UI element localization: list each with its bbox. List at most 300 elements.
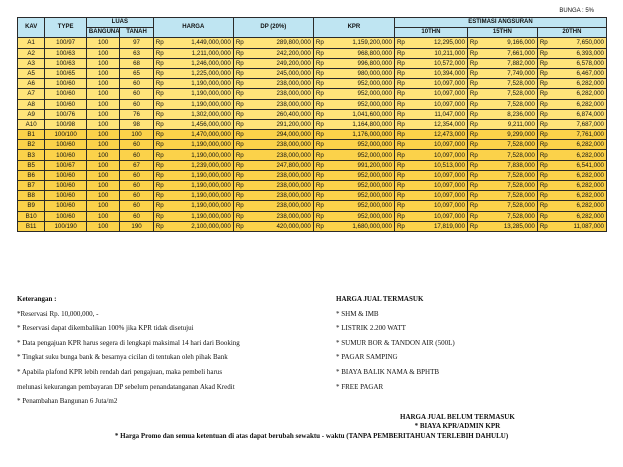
- cell-bangunan: 100: [86, 211, 119, 221]
- table-row: [18, 211, 607, 221]
- cell-currency: Rp: [153, 140, 162, 150]
- harga-belum-title: HARGA JUAL BELUM TERMASUK: [400, 413, 515, 421]
- cell-currency: Rp: [313, 191, 322, 201]
- table-row: [18, 150, 607, 160]
- cell-y15: 7,882,000: [477, 58, 538, 68]
- cell-currency: Rp: [537, 68, 546, 78]
- cell-y10: 10,513,000: [404, 160, 468, 170]
- table-row: [18, 119, 607, 129]
- cell-currency: Rp: [153, 48, 162, 58]
- cell-tanah: 67: [120, 160, 153, 170]
- cell-y20: 7,687,000: [546, 119, 606, 129]
- cell-kav: A5: [18, 68, 45, 78]
- cell-y20: 6,282,000: [546, 79, 606, 89]
- harga-termasuk-item: * PAGAR SAMPING: [336, 353, 398, 362]
- cell-currency: Rp: [467, 58, 476, 68]
- cell-dp: 238,000,000: [242, 211, 313, 221]
- cell-type: 100/60: [45, 201, 87, 211]
- col-kav: KAV: [18, 18, 45, 38]
- cell-y20: 11,087,000: [546, 221, 606, 231]
- cell-currency: Rp: [394, 89, 403, 99]
- cell-dp: 245,000,000: [242, 68, 313, 78]
- table-row: [18, 201, 607, 211]
- table-row: [18, 140, 607, 150]
- cell-tanah: 60: [120, 150, 153, 160]
- cell-currency: Rp: [394, 99, 403, 109]
- cell-currency: Rp: [233, 68, 242, 78]
- cell-currency: Rp: [394, 191, 403, 201]
- cell-y10: 10,097,000: [404, 79, 468, 89]
- cell-currency: Rp: [233, 221, 242, 231]
- cell-kpr: 968,800,000: [322, 48, 394, 58]
- cell-kpr: 952,000,000: [322, 140, 394, 150]
- table-row: [18, 89, 607, 99]
- cell-dp: 249,200,000: [242, 58, 313, 68]
- table-row: [18, 38, 607, 48]
- cell-tanah: 60: [120, 191, 153, 201]
- cell-y10: 10,211,000: [404, 48, 468, 58]
- cell-kav: B2: [18, 140, 45, 150]
- cell-currency: Rp: [467, 160, 476, 170]
- cell-currency: Rp: [313, 109, 322, 119]
- cell-y20: 6,282,000: [546, 181, 606, 191]
- cell-y15: 8,236,000: [477, 109, 538, 119]
- price-table: [17, 17, 607, 232]
- cell-dp: 294,000,000: [242, 130, 313, 140]
- cell-dp: 238,000,000: [242, 89, 313, 99]
- cell-bangunan: 100: [86, 89, 119, 99]
- cell-currency: Rp: [537, 170, 546, 180]
- cell-kav: A8: [18, 99, 45, 109]
- cell-y20: 6,282,000: [546, 191, 606, 201]
- harga-termasuk-item: * LISTRIK 2.200 WATT: [336, 324, 406, 333]
- col-dp: DP (20%): [233, 18, 313, 38]
- keterangan-item: * Apabila plafond KPR lebih rendah dari pengajuan, maka pembeli harus: [17, 367, 223, 376]
- cell-currency: Rp: [153, 211, 162, 221]
- cell-dp: 420,000,000: [242, 221, 313, 231]
- cell-y20: 6,282,000: [546, 99, 606, 109]
- cell-y15: 13,285,000: [477, 221, 538, 231]
- cell-kpr: 1,176,000,000: [322, 130, 394, 140]
- cell-currency: Rp: [313, 58, 322, 68]
- cell-y10: 12,295,000: [404, 38, 468, 48]
- cell-currency: Rp: [537, 99, 546, 109]
- table-row: [18, 191, 607, 201]
- cell-tanah: 60: [120, 181, 153, 191]
- cell-currency: Rp: [467, 48, 476, 58]
- cell-currency: Rp: [537, 191, 546, 201]
- cell-dp: 260,400,000: [242, 109, 313, 119]
- cell-harga: 1,190,000,000: [162, 201, 233, 211]
- cell-bangunan: 100: [86, 130, 119, 140]
- cell-y10: 10,097,000: [404, 181, 468, 191]
- cell-type: 100/63: [45, 58, 87, 68]
- cell-currency: Rp: [394, 68, 403, 78]
- cell-currency: Rp: [537, 79, 546, 89]
- cell-bangunan: 100: [86, 191, 119, 201]
- cell-y20: 6,282,000: [546, 140, 606, 150]
- cell-y20: 6,467,000: [546, 68, 606, 78]
- cell-kpr: 952,000,000: [322, 201, 394, 211]
- cell-currency: Rp: [233, 119, 242, 129]
- cell-currency: Rp: [537, 89, 546, 99]
- cell-bangunan: 100: [86, 140, 119, 150]
- cell-dp: 238,000,000: [242, 170, 313, 180]
- cell-type: 100/60: [45, 211, 87, 221]
- cell-y15: 7,528,000: [477, 181, 538, 191]
- cell-harga: 1,190,000,000: [162, 79, 233, 89]
- keterangan-item: melunasi kekurangan pembayaran DP sebelum penandatanganan Akad Kredit: [17, 382, 235, 391]
- cell-bangunan: 100: [86, 201, 119, 211]
- cell-kav: A2: [18, 48, 45, 58]
- cell-kav: A9: [18, 109, 45, 119]
- keterangan-item: * Penambahan Bangunan 6 Juta/m2: [17, 397, 118, 406]
- cell-tanah: 65: [120, 68, 153, 78]
- cell-dp: 247,800,000: [242, 160, 313, 170]
- cell-harga: 1,190,000,000: [162, 150, 233, 160]
- cell-kav: A3: [18, 58, 45, 68]
- cell-harga: 1,239,000,000: [162, 160, 233, 170]
- cell-currency: Rp: [153, 58, 162, 68]
- cell-y20: 6,282,000: [546, 211, 606, 221]
- cell-currency: Rp: [313, 211, 322, 221]
- cell-currency: Rp: [313, 130, 322, 140]
- cell-kpr: 952,000,000: [322, 99, 394, 109]
- cell-bangunan: 100: [86, 170, 119, 180]
- cell-currency: Rp: [153, 89, 162, 99]
- harga-belum-termasuk-section: [400, 413, 515, 431]
- cell-y15: 9,299,000: [477, 130, 538, 140]
- cell-harga: 1,302,000,000: [162, 109, 233, 119]
- cell-currency: Rp: [537, 201, 546, 211]
- cell-currency: Rp: [153, 79, 162, 89]
- cell-kav: B8: [18, 191, 45, 201]
- cell-kpr: 952,000,000: [322, 181, 394, 191]
- col-20thn: 20THN: [537, 28, 606, 38]
- cell-kav: B5: [18, 160, 45, 170]
- table-row: [18, 130, 607, 140]
- cell-dp: 238,000,000: [242, 191, 313, 201]
- cell-bangunan: 100: [86, 109, 119, 119]
- harga-belum-item: * BIAYA KPR/ADMIN KPR: [414, 422, 501, 430]
- cell-type: 100/60: [45, 170, 87, 180]
- harga-termasuk-section: [336, 292, 596, 394]
- cell-y15: 7,528,000: [477, 191, 538, 201]
- cell-currency: Rp: [394, 130, 403, 140]
- cell-harga: 1,470,000,000: [162, 130, 233, 140]
- cell-y20: 6,282,000: [546, 89, 606, 99]
- cell-currency: Rp: [394, 221, 403, 231]
- cell-tanah: 60: [120, 211, 153, 221]
- cell-currency: Rp: [467, 99, 476, 109]
- cell-harga: 1,225,000,000: [162, 68, 233, 78]
- cell-harga: 1,246,000,000: [162, 58, 233, 68]
- cell-currency: Rp: [394, 140, 403, 150]
- cell-kav: B9: [18, 201, 45, 211]
- cell-currency: Rp: [233, 201, 242, 211]
- cell-bangunan: 100: [86, 119, 119, 129]
- cell-harga: 1,190,000,000: [162, 140, 233, 150]
- cell-currency: Rp: [233, 140, 242, 150]
- cell-kpr: 996,800,000: [322, 58, 394, 68]
- cell-currency: Rp: [467, 170, 476, 180]
- cell-currency: Rp: [313, 140, 322, 150]
- cell-y15: 9,166,000: [477, 38, 538, 48]
- cell-harga: 1,211,000,000: [162, 48, 233, 58]
- cell-currency: Rp: [153, 130, 162, 140]
- cell-tanah: 60: [120, 99, 153, 109]
- col-type: TYPE: [45, 18, 87, 38]
- cell-currency: Rp: [233, 109, 242, 119]
- cell-y20: 6,282,000: [546, 201, 606, 211]
- cell-currency: Rp: [153, 68, 162, 78]
- cell-currency: Rp: [537, 38, 546, 48]
- harga-termasuk-title: HARGA JUAL TERMASUK: [336, 295, 424, 303]
- col-15thn: 15THN: [467, 28, 537, 38]
- cell-tanah: 190: [120, 221, 153, 231]
- keterangan-title: Keterangan :: [17, 295, 57, 303]
- table-body: [18, 38, 607, 232]
- cell-currency: Rp: [313, 79, 322, 89]
- cell-y15: 7,528,000: [477, 201, 538, 211]
- cell-currency: Rp: [394, 58, 403, 68]
- cell-y10: 12,473,000: [404, 130, 468, 140]
- cell-kpr: 991,200,000: [322, 160, 394, 170]
- cell-currency: Rp: [537, 48, 546, 58]
- cell-y20: 6,282,000: [546, 170, 606, 180]
- cell-kpr: 952,000,000: [322, 191, 394, 201]
- cell-currency: Rp: [467, 181, 476, 191]
- cell-y15: 7,528,000: [477, 170, 538, 180]
- cell-type: 100/98: [45, 119, 87, 129]
- table-row: [18, 79, 607, 89]
- cell-type: 100/65: [45, 68, 87, 78]
- cell-currency: Rp: [467, 140, 476, 150]
- cell-y20: 6,578,000: [546, 58, 606, 68]
- harga-termasuk-item: * SUMUR BOR & TANDON AIR (500L): [336, 338, 455, 347]
- table-row: [18, 58, 607, 68]
- cell-dp: 238,000,000: [242, 99, 313, 109]
- cell-kav: B11: [18, 221, 45, 231]
- table-row: [18, 48, 607, 58]
- cell-kav: A10: [18, 119, 45, 129]
- cell-y20: 6,282,000: [546, 150, 606, 160]
- cell-kav: B6: [18, 170, 45, 180]
- cell-currency: Rp: [233, 211, 242, 221]
- cell-currency: Rp: [467, 119, 476, 129]
- cell-y15: 7,528,000: [477, 99, 538, 109]
- cell-currency: Rp: [537, 130, 546, 140]
- cell-kav: A6: [18, 79, 45, 89]
- cell-currency: Rp: [313, 38, 322, 48]
- cell-currency: Rp: [233, 181, 242, 191]
- cell-currency: Rp: [537, 181, 546, 191]
- cell-tanah: 60: [120, 89, 153, 99]
- cell-type: 100/100: [45, 130, 87, 140]
- cell-currency: Rp: [153, 150, 162, 160]
- cell-y20: 7,761,000: [546, 130, 606, 140]
- cell-currency: Rp: [153, 191, 162, 201]
- cell-kpr: 952,000,000: [322, 89, 394, 99]
- col-estimasi: ESTIMASI ANGSURAN: [394, 18, 606, 28]
- cell-currency: Rp: [313, 160, 322, 170]
- col-harga: HARGA: [153, 18, 233, 38]
- cell-type: 100/60: [45, 191, 87, 201]
- cell-y10: 12,354,000: [404, 119, 468, 129]
- cell-currency: Rp: [153, 221, 162, 231]
- cell-currency: Rp: [394, 109, 403, 119]
- table-row: [18, 181, 607, 191]
- cell-type: 100/67: [45, 160, 87, 170]
- cell-currency: Rp: [394, 181, 403, 191]
- cell-y10: 11,047,000: [404, 109, 468, 119]
- cell-currency: Rp: [394, 150, 403, 160]
- cell-y15: 7,528,000: [477, 211, 538, 221]
- cell-currency: Rp: [537, 160, 546, 170]
- cell-kpr: 1,159,200,000: [322, 38, 394, 48]
- cell-currency: Rp: [313, 221, 322, 231]
- cell-harga: 1,449,000,000: [162, 38, 233, 48]
- cell-y10: 10,097,000: [404, 170, 468, 180]
- cell-currency: Rp: [153, 181, 162, 191]
- table-header: [18, 18, 607, 38]
- cell-y20: 6,393,000: [546, 48, 606, 58]
- cell-harga: 2,100,000,000: [162, 221, 233, 231]
- cell-currency: Rp: [153, 160, 162, 170]
- cell-currency: Rp: [467, 201, 476, 211]
- cell-bangunan: 100: [86, 48, 119, 58]
- cell-dp: 238,000,000: [242, 201, 313, 211]
- cell-currency: Rp: [467, 211, 476, 221]
- cell-y10: 10,097,000: [404, 191, 468, 201]
- cell-currency: Rp: [233, 48, 242, 58]
- keterangan-item: * Tingkat suku bunga bank & besarnya cicilan di tentukan oleh pihak Bank: [17, 353, 228, 362]
- cell-currency: Rp: [233, 160, 242, 170]
- cell-currency: Rp: [233, 58, 242, 68]
- cell-y15: 7,838,000: [477, 160, 538, 170]
- cell-y10: 10,572,000: [404, 58, 468, 68]
- cell-bangunan: 100: [86, 58, 119, 68]
- cell-currency: Rp: [313, 119, 322, 129]
- cell-currency: Rp: [233, 150, 242, 160]
- cell-currency: Rp: [467, 109, 476, 119]
- keterangan-item: * Reservasi dapat dikembalikan 100% jika KPR tidak disetujui: [17, 324, 194, 333]
- cell-bangunan: 100: [86, 79, 119, 89]
- cell-harga: 1,456,000,000: [162, 119, 233, 129]
- cell-y10: 10,097,000: [404, 89, 468, 99]
- cell-kpr: 1,164,800,000: [322, 119, 394, 129]
- cell-currency: Rp: [467, 221, 476, 231]
- cell-currency: Rp: [313, 170, 322, 180]
- keterangan-section: [17, 292, 317, 409]
- cell-currency: Rp: [153, 109, 162, 119]
- cell-currency: Rp: [153, 119, 162, 129]
- harga-termasuk-item: * FREE PAGAR: [336, 382, 384, 391]
- cell-dp: 242,200,000: [242, 48, 313, 58]
- cell-bangunan: 100: [86, 68, 119, 78]
- cell-currency: Rp: [233, 99, 242, 109]
- cell-currency: Rp: [467, 150, 476, 160]
- cell-bangunan: 100: [86, 221, 119, 231]
- cell-kpr: 952,000,000: [322, 79, 394, 89]
- cell-kav: A1: [18, 38, 45, 48]
- cell-y20: 7,650,000: [546, 38, 606, 48]
- cell-kpr: 952,000,000: [322, 170, 394, 180]
- cell-currency: Rp: [467, 89, 476, 99]
- cell-type: 100/60: [45, 99, 87, 109]
- cell-y15: 7,528,000: [477, 79, 538, 89]
- cell-currency: Rp: [537, 109, 546, 119]
- cell-kav: A7: [18, 89, 45, 99]
- cell-currency: Rp: [394, 201, 403, 211]
- col-bangunan: BANGUNA: [86, 28, 119, 38]
- cell-type: 100/190: [45, 221, 87, 231]
- cell-currency: Rp: [313, 201, 322, 211]
- cell-y20: 6,874,000: [546, 109, 606, 119]
- table-row: [18, 99, 607, 109]
- cell-currency: Rp: [233, 170, 242, 180]
- table-row: [18, 109, 607, 119]
- cell-type: 100/63: [45, 48, 87, 58]
- cell-type: 100/60: [45, 89, 87, 99]
- cell-type: 100/97: [45, 38, 87, 48]
- cell-y15: 7,528,000: [477, 89, 538, 99]
- cell-dp: 238,000,000: [242, 150, 313, 160]
- harga-termasuk-item: * BIAYA BALIK NAMA & BPHTB: [336, 367, 440, 376]
- table-row: [18, 221, 607, 231]
- footer-note: * Harga Promo dan semua ketentuan di atas dapat berubah sewaktu - waktu (TANPA PEMBERITAHUAN TERLEBIH DAHULU): [114, 432, 509, 440]
- table-row: [18, 160, 607, 170]
- cell-tanah: 60: [120, 170, 153, 180]
- cell-currency: Rp: [537, 119, 546, 129]
- cell-tanah: 97: [120, 38, 153, 48]
- cell-currency: Rp: [537, 140, 546, 150]
- cell-bangunan: 100: [86, 38, 119, 48]
- cell-tanah: 60: [120, 79, 153, 89]
- cell-y20: 6,541,000: [546, 160, 606, 170]
- cell-y10: 10,097,000: [404, 201, 468, 211]
- cell-kpr: 952,000,000: [322, 150, 394, 160]
- interest-rate-label: BUNGA : 5%: [559, 8, 594, 14]
- cell-y15: 7,528,000: [477, 140, 538, 150]
- cell-dp: 289,800,000: [242, 38, 313, 48]
- cell-tanah: 60: [120, 201, 153, 211]
- cell-y10: 10,097,000: [404, 150, 468, 160]
- cell-currency: Rp: [313, 99, 322, 109]
- cell-y15: 7,528,000: [477, 150, 538, 160]
- cell-currency: Rp: [394, 170, 403, 180]
- cell-currency: Rp: [233, 89, 242, 99]
- cell-currency: Rp: [233, 191, 242, 201]
- cell-dp: 238,000,000: [242, 79, 313, 89]
- cell-kav: B7: [18, 181, 45, 191]
- cell-bangunan: 100: [86, 150, 119, 160]
- cell-currency: Rp: [153, 201, 162, 211]
- col-kpr: KPR: [313, 18, 394, 38]
- cell-y15: 9,211,000: [477, 119, 538, 129]
- cell-dp: 238,000,000: [242, 181, 313, 191]
- cell-currency: Rp: [467, 38, 476, 48]
- cell-kav: B10: [18, 211, 45, 221]
- cell-currency: Rp: [233, 79, 242, 89]
- cell-currency: Rp: [467, 191, 476, 201]
- cell-currency: Rp: [394, 160, 403, 170]
- cell-type: 100/76: [45, 109, 87, 119]
- cell-tanah: 68: [120, 58, 153, 68]
- cell-tanah: 60: [120, 140, 153, 150]
- cell-currency: Rp: [313, 68, 322, 78]
- cell-type: 100/60: [45, 79, 87, 89]
